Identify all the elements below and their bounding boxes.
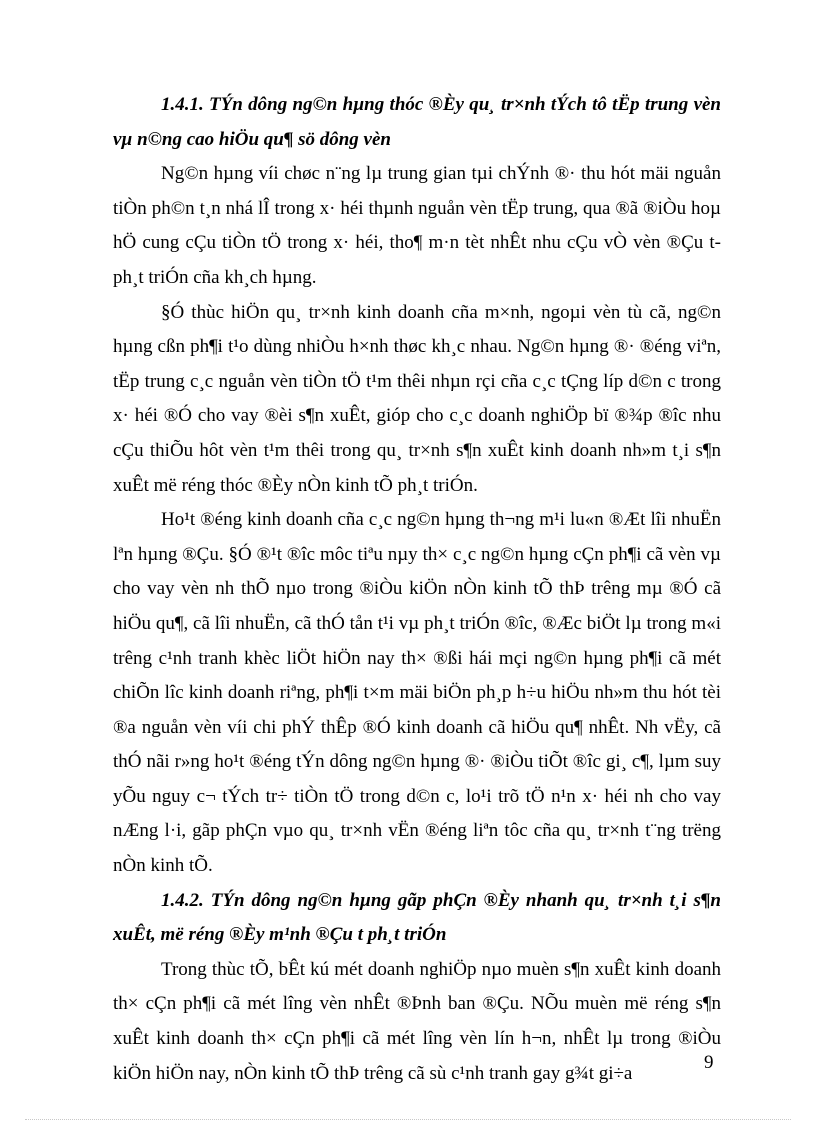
paragraph: §Ó thùc hiÖn qu¸ tr×nh kinh doanh cña m×nh, ngoµi vèn tù cã, ng©n hµng cßn ph¶i t¹o dùng nhiÒu h×nh thøc kh¸c nhau. Ng©n hµng ®· ®éng viªn, tËp trung c¸c nguån vèn tiÒn tÖ t¹m thêi nhµn rçi cña c¸c tÇng líp d©n c trong x· héi ®Ó cho vay ®èi s¶n xuÊt, gióp cho c¸c doanh nghiÖp bï ®¾p ®îc nhu cÇu thiÕu hôt vèn t¹m thêi trong qu¸ tr×nh s¶n xuÊt kinh doanh nh»m t¸i s¶n xuÊt më réng thóc ®Èy nÒn kinh tÕ ph¸t triÓn. [113,301,721,496]
section-heading-1-4-1: 1.4.1. TÝn dông ng©n hµng thóc ®Èy qu¸ tr×nh tÝch tô tËp trung vèn vµ n©ng cao hiÖu qu¶ sö dông vèn [113,94,721,150]
section-heading-1-4-2: 1.4.2. TÝn dông ng©n hµng gãp phÇn ®Èy nhanh qu¸ tr×nh t¸i s¶n xuÊt, më réng ®Èy m¹nh ®Çu t ph¸t triÓn [113,889,721,946]
paragraph: Trong thùc tÕ, bÊt kú mét doanh nghiÖp nµo muèn s¶n xuÊt kinh doanh th× cÇn ph¶i cã mét lîng vèn nhÊt ®Þnh ban ®Çu. NÕu muèn më réng s¶n xuÊt kinh doanh th× cÇn ph¶i cã mét lîng vèn lín h¬n, nhÊt lµ trong ®iÒu kiÖn hiÖn nay, nÒn kinh tÕ thÞ trêng cã sù c¹nh tranh gay g¾t gi÷a [113,958,721,1084]
page-body [113,88,721,1091]
paragraph: Ng©n hµng víi chøc n¨ng lµ trung gian tµi chÝnh ®· thu hót mäi nguån tiÒn ph©n t¸n nhá lÎ trong x· héi thµnh nguån vèn tËp trung, qua ®ã ®iÒu hoµ hÖ cung cÇu tiÒn tÖ trong x· héi, tho¶ m·n tèt nhÊt nhu cÇu vÒ vèn ®Çu t ph¸t triÓn cña kh¸ch hµng. [113,163,721,288]
page-bottom-border [25,1119,791,1120]
paragraph: Ho¹t ®éng kinh doanh cña c¸c ng©n hµng th¬ng m¹i lu«n ®Æt lîi nhuËn lªn hµng ®Çu. §Ó ®¹t ®îc môc tiªu nµy th× c¸c ng©n hµng cÇn ph¶i cã vèn vµ cho vay vèn nh thÕ nµo trong ®iÒu kiÖn nÒn kinh tÕ thÞ trêng mµ ®Ó cã hiÖu qu¶, cã lîi nhuËn, cã thÓ tån t¹i vµ ph¸t triÓn ®îc, ®Æc biÖt lµ trong m«i trêng c¹nh tranh khèc liÖt hiÖn nay th× ®ßi hái mçi ng©n hµng ph¶i cã mét chiÕn lîc kinh doanh riªng, ph¶i t×m mäi biÖn ph¸p h÷u hiÖu nh»m thu hót tèi ®a nguån vèn víi chi phÝ thÊp ®Ó kinh doanh cã hiÖu qu¶ nhÊt. Nh vËy, cã thÓ nãi r»ng ho¹t ®éng tÝn dông ng©n hµng ®· ®iÒu tiÕt ®îc gi¸ c¶, lµm suy yÕu nguy c¬ tÝch tr÷ tiÒn tÖ trong d©n c, lo¹i trõ tÖ n¹n x· héi nh cho vay nÆng l·i, gãp phÇn vµo qu¸ tr×nh vËn ®éng liªn tôc cña qu¸ tr×nh t¨ng trëng nÒn kinh tÕ. [113,509,721,877]
page-number: 9 [704,1052,714,1073]
